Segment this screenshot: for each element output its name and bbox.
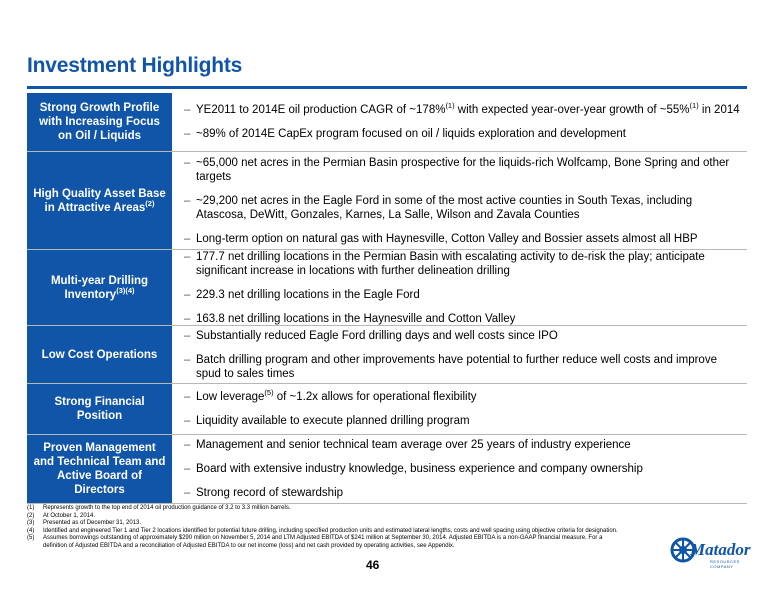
list-item: – YE2011 to 2014E oil production CAGR of ~178%$^{(1)}$ with expected year-over-year growth of ~55%$^{(1)}$ in 2014	[184, 101, 740, 116]
table-row	[27, 250, 747, 326]
footnote: (5) Assumes borrowings outstanding of approximately $290 million on November 5, 2014 and LTM Adjusted EBITDA of $241 million at September 30, 2014. Adjusted EBITDA is a non-GAAP financial measure. For a definition of Adjusted EBITDA and a reconciliation of Adjusted EBITDA to our net income (loss) and net cash provided by operating activities, see Appendix.	[27, 535, 603, 549]
dash-icon: –	[184, 128, 191, 140]
table-row	[27, 384, 747, 435]
dash-icon: –	[184, 250, 191, 263]
footnote: (2) At October 1, 2014.	[27, 512, 96, 519]
table-row	[27, 152, 747, 250]
page-title: Investment Highlights	[27, 54, 243, 77]
list-item: – ~65,000 net acres in the Permian Basin prospective for the liquids-rich Wolfcamp, Bone Spring and other targets	[184, 156, 730, 183]
title-rule	[27, 86, 747, 89]
list-item: – Management and senior technical team average over 25 years of industry experience	[184, 439, 631, 451]
table-row	[27, 326, 747, 384]
row-label: Proven Management and Technical Team and Active Board of Directors	[27, 435, 172, 503]
row-label: Strong Financial Position	[27, 384, 172, 434]
footnotes	[27, 505, 627, 550]
dash-icon: –	[184, 487, 191, 499]
dash-icon: –	[184, 194, 191, 207]
dash-icon: –	[184, 463, 191, 475]
row-content	[172, 326, 747, 383]
list-item: – Low leverage$^{(5)}$ of ~1.2x allows for operational flexibility	[184, 388, 477, 403]
dash-icon: –	[184, 232, 191, 245]
row-content	[172, 93, 747, 151]
list-item: – Liquidity available to execute planned drilling program	[184, 415, 470, 427]
footnote: (3) Presented as of December 31, 2013.	[27, 520, 142, 526]
table-row	[27, 435, 747, 504]
list-item: – Batch drilling program and other improvements have potential to further reduce well costs and improve spud to sales times	[184, 353, 717, 380]
dash-icon: –	[184, 439, 191, 451]
row-label: Strong Growth Profile with Increasing Focus on Oil / Liquids	[27, 93, 172, 151]
row-label: Low Cost Operations	[27, 326, 172, 383]
row-content	[172, 384, 747, 434]
page-number: 46	[366, 558, 380, 572]
dash-icon: –	[184, 415, 191, 427]
row-content	[172, 435, 747, 503]
list-item: – 229.3 net drilling locations in the Eagle Ford	[184, 288, 420, 301]
dash-icon: –	[184, 353, 191, 366]
row-content	[172, 152, 747, 249]
company-logo	[670, 535, 760, 569]
dash-icon: –	[184, 391, 191, 403]
dash-icon: –	[184, 288, 191, 301]
row-content	[172, 250, 747, 325]
row-label: High Quality Asset Base in Attractive Areas$^{(2)}$	[27, 152, 172, 249]
logo-subtext: RESOURCES COMPANY	[710, 559, 740, 569]
list-item: – 177.7 net drilling locations in the Permian Basin with escalating activity to de-risk the play; anticipate significant increase in locations with further delineation drilling	[184, 250, 705, 277]
highlights-table	[27, 93, 747, 504]
list-item: – ~89% of 2014E CapEx program focused on oil / liquids exploration and development	[184, 128, 626, 140]
list-item: – Strong record of stewardship	[184, 487, 344, 499]
dash-icon: –	[184, 312, 191, 325]
list-item: – ~29,200 net acres in the Eagle Ford in some of the most active counties in South Texas, including Atascosa, DeWitt, Gonzales, Karnes, La Salle, Wilson and Zavala Counties	[184, 194, 693, 221]
footnote: (4) Identified and engineered Tier 1 and Tier 2 locations identified for potential future drilling, including specified production units and estimated lateral lengths, costs and well spacing using objective criteria for designation.	[27, 527, 618, 534]
dash-icon: –	[184, 329, 191, 342]
list-item: – Substantially reduced Eagle Ford drilling days and well costs since IPO	[184, 329, 558, 342]
footnote: (1) Represents growth to the top end of 2014 oil production guidance of 3.2 to 3.3 million barrels.	[27, 505, 291, 511]
table-row	[27, 93, 747, 152]
dash-icon: –	[184, 156, 191, 169]
list-item: – Long-term option on natural gas with Haynesville, Cotton Valley and Bossier assets almost all HBP	[184, 232, 698, 245]
list-item: – Board with extensive industry knowledge, business experience and company ownership	[184, 463, 643, 475]
logo-text: Matador	[690, 540, 751, 559]
list-item: – 163.8 net drilling locations in the Haynesville and Cotton Valley	[184, 312, 516, 325]
dash-icon: –	[184, 104, 191, 116]
row-label: Multi-year Drilling Inventory$^{(3)(4)}$	[27, 250, 172, 325]
